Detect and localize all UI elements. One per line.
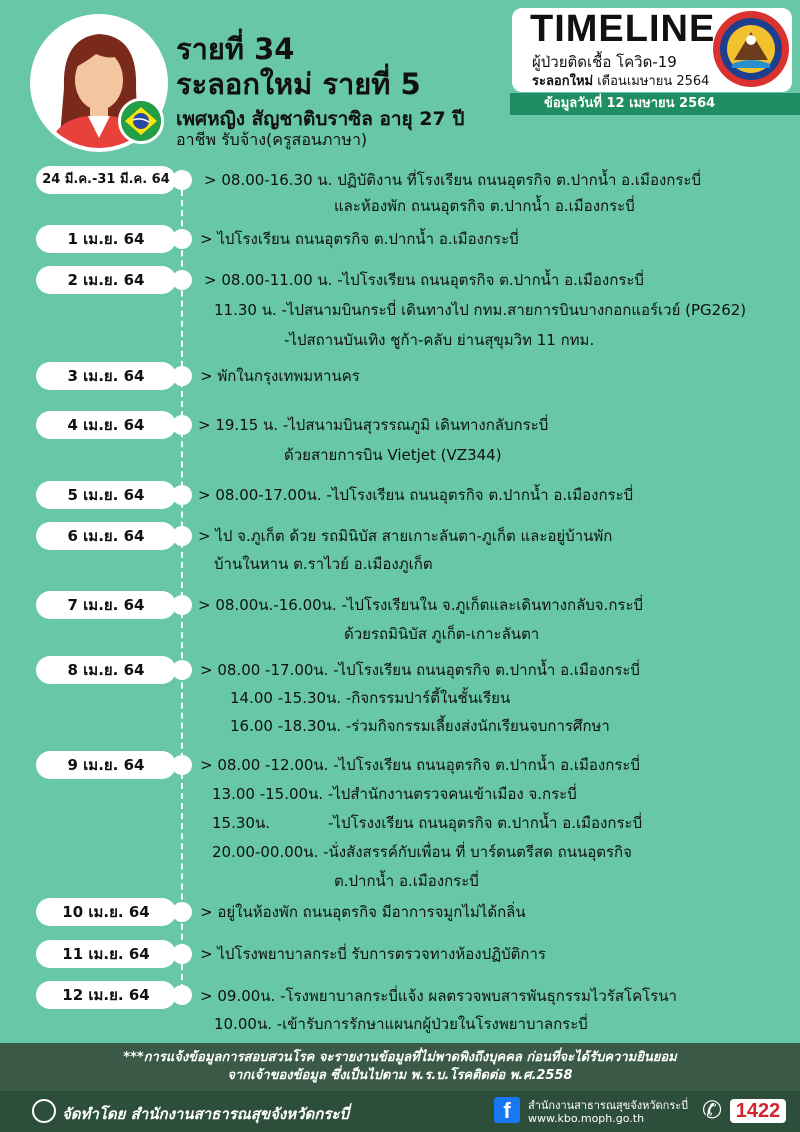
event-line: > ไปโรงเรียน ถนนอุตรกิจ ต.ปากน้ำ อ.เมืองกระบี่ (200, 230, 519, 248)
event-line: 10.00น. -เข้ารับการรักษาแผนกผู้ป่วยในโรงพยาบาลกระบี่ (214, 1015, 588, 1033)
timeline-dot (172, 985, 192, 1005)
event-line: 13.00 -15.00น. -ไปสำนักงานตรวจคนเข้าเมือง จ.กระบี่ (212, 785, 577, 803)
date-pill: 1 เม.ย. 64 (36, 225, 176, 253)
date-pill: 8 เม.ย. 64 (36, 656, 176, 684)
event-line: > ไปโรงพยาบาลกระบี่ รับการตรวจทางห้องปฏิบัติการ (200, 945, 546, 963)
timeline-dot (172, 366, 192, 386)
event-line: > 19.15 น. -ไปสนามบินสุวรรณภูมิ เดินทางกลับกระบี่ (198, 416, 549, 434)
event-line: > 08.00-11.00 น. -ไปโรงเรียน ถนนอุตรกิจ ต.ปากน้ำ อ.เมืองกระบี่ (204, 271, 644, 289)
event-line: 20.00-00.00น. -นั่งสังสรรค์กับเพื่อน ที่ บาร์ดนตรีสด ถนนอุตรกิจ (212, 843, 632, 861)
patient-description: เพศหญิง สัญชาติบราซิล อายุ 27 ปี (176, 108, 465, 130)
timeline-period-bold: ระลอกใหม่ (532, 74, 594, 89)
website-link[interactable]: www.kbo.moph.go.th (528, 1112, 645, 1125)
privacy-note-line: ***การแจ้งข้อมูลการสอบสวนโรค จะรายงานข้อมูลที่ไม่พาดพิงถึงบุคคล ก่อนที่จะได้รับความยินยอม (123, 1050, 677, 1065)
event-line: -ไปสถานบันเทิง ชูก้า-คลับ ย่านสุขุมวิท 11 กทม. (284, 331, 595, 349)
timeline-dot (172, 526, 192, 546)
timeline-title: TIMELINE (530, 8, 716, 50)
timeline-period-rest: เดือนเมษายน 2564 (593, 74, 710, 89)
event-line: บ้านในหาน ต.ราไวย์ อ.เมืองภูเก็ต (214, 555, 433, 573)
event-line: 11.30 น. -ไปสนามบินกระบี่ เดินทางไป กทม.สายการบินบางกอกแอร์เวย์ (PG262) (214, 301, 747, 319)
event-line: > 08.00-16.30 น. ปฏิบัติงาน ที่โรงเรียน ถนนอุตรกิจ ต.ปากน้ำ อ.เมืองกระบี่ (204, 171, 701, 189)
event-line: 16.00 -18.30น. -ร่วมกิจกรรมเลี้ยงส่งนักเรียนจบการศึกษา (230, 717, 610, 735)
province-seal-icon (712, 10, 790, 88)
patient-occupation: อาชีพ รับจ้าง(ครูสอนภาษา) (176, 130, 368, 149)
date-pill: 12 เม.ย. 64 (36, 981, 176, 1009)
timeline-dot (172, 944, 192, 964)
event-line: > 08.00-17.00น. -ไปโรงเรียน ถนนอุตรกิจ ต.ปากน้ำ อ.เมืองกระบี่ (198, 486, 634, 504)
date-pill: 10 เม.ย. 64 (36, 898, 176, 926)
event-line: > 08.00 -12.00น. -ไปโรงเรียน ถนนอุตรกิจ ต.ปากน้ำ อ.เมืองกระบี่ (200, 756, 640, 774)
privacy-note (0, 1043, 800, 1091)
footer-bar (0, 1091, 800, 1132)
event-line: ต.ปากน้ำ อ.เมืองกระบี่ (334, 872, 479, 890)
timeline-dot (172, 902, 192, 922)
event-line: > 08.00น.-16.00น. -ไปโรงเรียนใน จ.ภูเก็ตและเดินทางกลับจ.กระบี่ (198, 596, 644, 614)
facebook-page-name[interactable]: สำนักงานสาธารณสุขจังหวัดกระบี่ (528, 1099, 689, 1112)
event-line: ด้วยรถมินิบัส ภูเก็ต-เกาะลันตา (344, 625, 540, 643)
date-pill: 9 เม.ย. 64 (36, 751, 176, 779)
moph-logo-icon (32, 1099, 56, 1123)
timeline-dot (172, 415, 192, 435)
timeline-dot (172, 595, 192, 615)
event-line: > พักในกรุงเทพมหานคร (200, 367, 360, 385)
event-line: 15.30น. (212, 814, 270, 832)
hotline-number[interactable]: 1422 (730, 1099, 786, 1123)
timeline-subtitle: ผู้ป่วยติดเชื้อ โควิด-19 (532, 53, 677, 71)
date-pill: 6 เม.ย. 64 (36, 522, 176, 550)
event-line: > 08.00 -17.00น. -ไปโรงเรียน ถนนอุตรกิจ ต.ปากน้ำ อ.เมืองกระบี่ (200, 661, 640, 679)
privacy-note-line: จากเจ้าของข้อมูล ซึ่งเป็นไปตาม พ.ร.บ.โรคติดต่อ พ.ศ.2558 (227, 1068, 573, 1083)
timeline-dot (172, 660, 192, 680)
timeline-connector (181, 180, 183, 1000)
data-date-banner: ข้อมูลวันที่ 12 เมษายน 2564 (510, 93, 800, 115)
facebook-icon[interactable]: f (494, 1097, 520, 1123)
date-pill: 11 เม.ย. 64 (36, 940, 176, 968)
timeline-dot (172, 170, 192, 190)
timeline-dot (172, 755, 192, 775)
date-pill: 4 เม.ย. 64 (36, 411, 176, 439)
date-pill: 2 เม.ย. 64 (36, 266, 176, 294)
phone-icon: ✆ (702, 1096, 723, 1124)
local-case-number: ระลอกใหม่ รายที่ 5 (176, 67, 421, 101)
date-pill: 3 เม.ย. 64 (36, 362, 176, 390)
event-line: > ไป จ.ภูเก็ต ด้วย รถมินิบัส สายเกาะลันตา-ภูเก็ต และอยู่บ้านพัก (198, 527, 613, 545)
brazil-flag-icon (118, 98, 164, 144)
date-pill: 7 เม.ย. 64 (36, 591, 176, 619)
event-line: ด้วยสายการบิน Vietjet (VZ344) (284, 446, 502, 464)
made-by-text: จัดทำโดย สำนักงานสาธารณสุขจังหวัดกระบี่ (62, 1105, 349, 1123)
event-line: > 09.00น. -โรงพยาบาลกระบี่แจ้ง ผลตรวจพบสารพันธุกรรมไวรัสโคโรนา (200, 987, 677, 1005)
case-number: รายที่ 34 (176, 32, 295, 66)
date-pill: 5 เม.ย. 64 (36, 481, 176, 509)
event-line: > อยู่ในห้องพัก ถนนอุตรกิจ มีอาการจมูกไม่ได้กลิ่น (200, 903, 526, 921)
timeline-period (532, 70, 709, 91)
date-pill: 24 มี.ค.-31 มี.ค. 64 (36, 166, 176, 194)
timeline-dot (172, 229, 192, 249)
event-line: และห้องพัก ถนนอุตรกิจ ต.ปากน้ำ อ.เมืองกระบี่ (334, 197, 635, 215)
timeline-dot (172, 485, 192, 505)
event-line: 14.00 -15.30น. -กิจกรรมปาร์ตี้ในชั้นเรียน (230, 689, 511, 707)
event-line: -ไปโรงงเรียน ถนนอุตรกิจ ต.ปากน้ำ อ.เมืองกระบี่ (328, 814, 643, 832)
timeline-dot (172, 270, 192, 290)
